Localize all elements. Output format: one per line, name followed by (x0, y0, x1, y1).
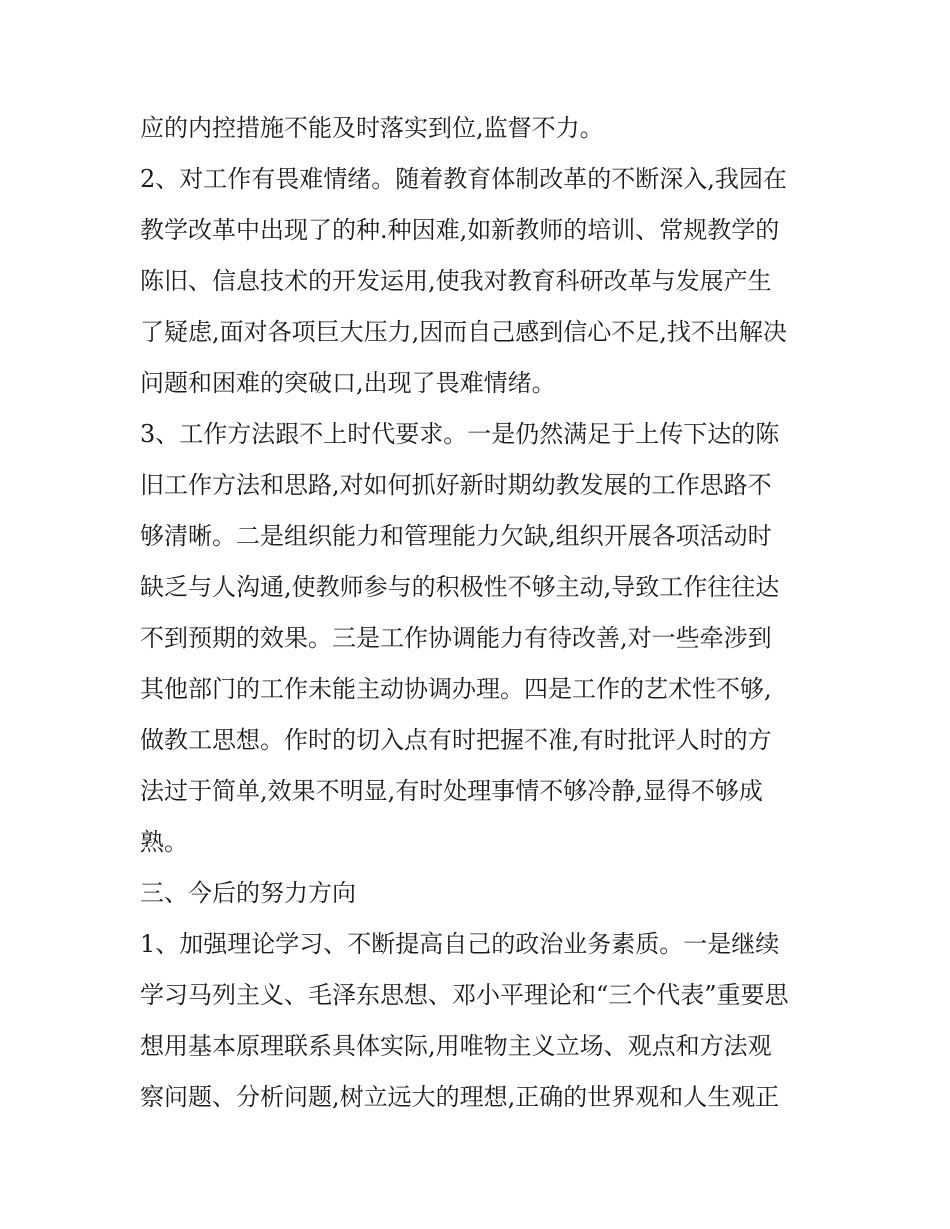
text-line: 法过于简单,效果不明显,有时处理事情不够冷静,显得不够成 (140, 777, 763, 805)
document-body-text (140, 103, 820, 1123)
text-line: 察问题、分析问题,树立远大的理想,正确的世界观和人生观正 (140, 1083, 780, 1111)
text-line: 熟。 (140, 828, 188, 856)
text-line: 旧工作方法和思路,对如何抓好新时期幼教发展的工作思路不 (140, 471, 772, 499)
section-heading: 三、今后的努力方向 (140, 879, 356, 907)
text-line: 学习马列主义、毛泽东思想、邓小平理论和“三个代表”重要思 (140, 981, 789, 1009)
text-line: 不到预期的效果。三是工作协调能力有待改善,对一些牵涉到 (140, 624, 772, 652)
text-line: 1、加强理论学习、不断提高自己的政治业务素质。一是继续 (140, 930, 780, 958)
text-line: 3、工作方法跟不上时代要求。一是仍然满足于上传下达的陈 (140, 420, 780, 448)
text-line: 2、对工作有畏难情绪。随着教育体制改革的不断深入,我园在 (140, 165, 787, 193)
text-line: 缺乏与人沟通,使教师参与的积极性不够主动,导致工作往往达 (140, 573, 780, 601)
text-line: 问题和困难的突破口,出现了畏难情绪。 (140, 369, 556, 397)
text-line: 做教工思想。作时的切入点有时把握不准,有时批评人时的方 (140, 726, 772, 754)
text-line: 够清晰。二是组织能力和管理能力欠缺,组织开展各项活动时 (140, 522, 772, 550)
text-line: 教学改革中出现了的种.种因难,如新教师的培训、常规教学的 (140, 216, 780, 244)
text-line: 应的内控措施不能及时落实到位,监督不力。 (140, 114, 604, 142)
text-line: 陈旧、信息技术的开发运用,使我对教育科研改革与发展产生 (140, 267, 772, 295)
text-line: 想用基本原理联系具体实际,用唯物主义立场、观点和方法观 (140, 1032, 772, 1060)
text-line: 其他部门的工作未能主动协调办理。四是工作的艺术性不够, (140, 675, 772, 703)
text-line: 了疑虑,面对各项巨大压力,因而自己感到信心不足,找不出解决 (140, 318, 787, 346)
